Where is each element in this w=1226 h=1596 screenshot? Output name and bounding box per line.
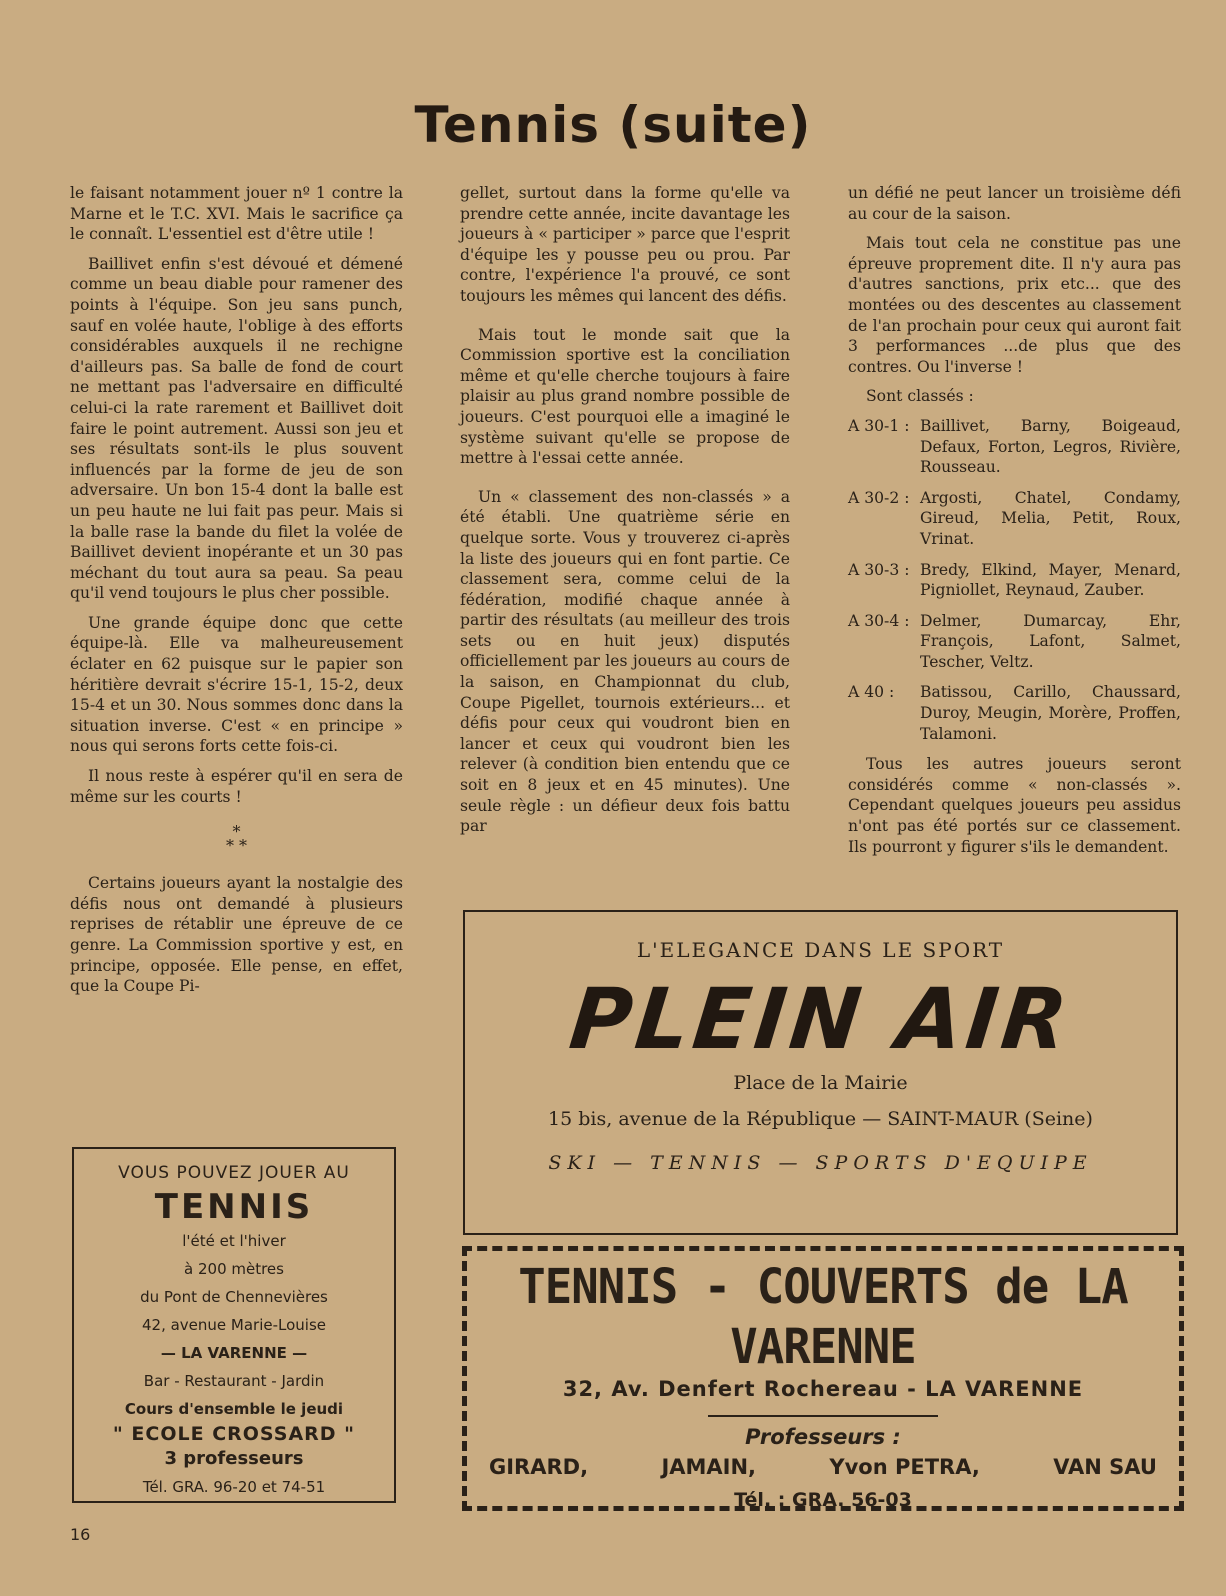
classification-intro: Sont classés :: [866, 387, 974, 406]
star-top: *: [232, 822, 241, 842]
ad-tennis-crossard: [72, 1147, 396, 1503]
article-column-3: [848, 183, 1181, 866]
ad-line: — LA VARENNE —: [160, 1344, 308, 1362]
prof-name: Yvon PETRA,: [829, 1455, 980, 1479]
class-label: A 30-4 :: [848, 611, 910, 630]
ad-place: Place de la Mairie: [733, 1072, 908, 1094]
classification-row: [848, 682, 1181, 744]
classification-row: [848, 488, 1181, 550]
classification-row: [848, 560, 1181, 601]
paragraph: Tous les autres joueurs seront considérés comme « non-classés ». Cependant quelques joueurs peu assidus n'ont pas été portés sur ce classement. Ils pourront y figurer s'ils le demandent.: [848, 755, 1181, 856]
ad-line: 3 professeurs: [164, 1448, 304, 1469]
paragraph: gellet, surtout dans la forme qu'elle va prendre cette année, incite davantage les joueurs à « participer » parce que l'esprit d'équipe les y pousse peu ou prou. Par contre, l'expérience l'a prouvé, ce sont toujours les mêmes qui lancent des défis.: [460, 184, 790, 305]
classification-row: [848, 611, 1181, 673]
ad-line: l'été et l'hiver: [182, 1232, 286, 1250]
class-label: A 30-1 :: [848, 416, 910, 435]
ad-phone: Tél. : GRA. 56-03: [734, 1489, 912, 1511]
ad-address: 32, Av. Denfert Rochereau - LA VARENNE: [562, 1377, 1084, 1401]
ad-heading: TENNIS - COUVERTS de LA VARENNE: [518, 1259, 1128, 1375]
class-label: A 30-3 :: [848, 560, 910, 579]
paragraph: Il nous reste à espérer qu'il en sera de même sur les courts !: [70, 767, 403, 806]
article-column-1: [70, 183, 403, 1006]
paragraph: Certains joueurs ayant la nostalgie des défis nous ont demandé à plusieurs reprises de rétablir une épreuve de ce genre. La Commission sportive y est, en principe, opposée. Elle pense, en effet, que la Coupe Pi-: [70, 874, 403, 996]
paragraph: Un « classement des non-classés » a été établi. Une quatrième série en quelque sorte. Vous y trouverez ci-après la liste des joueurs qui en font partie. Ce classement sera, comme celui de la fédération, modifié chaque année à partir des résultats (au meilleur des trois sets ou en huit jeux) disputés officiellement par les joueurs au cours de la saison, en Championnat du club, Coupe Pigellet, tournois extérieurs... et défis pour ceux qui voudront bien en lancer et ceux qui voudront bien les relever (à condition bien entendu que ce soit en 8 jeux et en 45 minutes). Une seule règle : un défieur deux fois battu par: [460, 487, 790, 836]
ad-line: VOUS POUVEZ JOUER AU: [118, 1163, 350, 1183]
prof-name: JAMAIN,: [661, 1455, 757, 1479]
ad-phone: Tél. GRA. 96-20 et 74-51: [142, 1478, 326, 1496]
ad-sports: SKI — TENNIS — SPORTS D'EQUIPE: [548, 1152, 1093, 1174]
class-players: Batissou, Carillo, Chaussard, Duroy, Meugin, Morère, Proffen, Talamoni.: [920, 683, 1181, 743]
paragraph: Une grande équipe donc que cette équipe-là. Elle va malheureusement éclater en 62 puisque sur le papier son héritière devrait s'écrire 15-1, 15-2, deux 15-4 et un 30. Nous sommes donc dans la situation inverse. C'est « en principe » nous qui serons forts cette fois-ci.: [70, 613, 403, 756]
class-players: Bredy, Elkind, Mayer, Menard, Pigniollet, Reynaud, Zauber.: [920, 560, 1181, 600]
class-label: A 40 :: [848, 683, 895, 702]
ad-line: 42, avenue Marie-Louise: [141, 1316, 327, 1334]
prof-name: GIRARD,: [489, 1455, 589, 1479]
paragraph: Mais tout le monde sait que la Commission sportive est la conciliation même et qu'elle cherche toujours à faire plaisir au plus grand nombre possible de joueurs. C'est pourquoi elle a imaginé le système suivant qu'elle se propose de mettre à l'essai cette année.: [460, 325, 790, 468]
page-title: Tennis (suite): [414, 96, 812, 154]
class-players: Argosti, Chatel, Condamy, Gireud, Melia, Petit, Roux, Vrinat.: [920, 488, 1181, 548]
divider: [708, 1415, 938, 1417]
page-number: 16: [70, 1525, 91, 1544]
ad-plein-air: [463, 910, 1178, 1235]
classification-list: [848, 416, 1181, 744]
class-label: A 30-2 :: [848, 488, 910, 507]
ad-tennis-couverts: [462, 1246, 1184, 1511]
ad-profs-list: [467, 1455, 1179, 1479]
ad-line: Bar - Restaurant - Jardin: [143, 1372, 325, 1390]
class-players: Delmer, Dumarcay, Ehr, François, Lafont, Salmet, Tescher, Veltz.: [920, 611, 1181, 671]
ad-headline: TENNIS: [154, 1187, 314, 1227]
paragraph: le faisant notamment jouer nº 1 contre la Marne et le T.C. XVI. Mais le sacrifice ça le connaît. L'essentiel est d'être utile !: [70, 184, 403, 244]
paragraph: Mais tout cela ne constitue pas une épreuve proprement dite. Il n'y aura pas d'autres sanctions, prix etc... que des montées ou des descentes au classement de l'an prochain pour ceux qui auront fait 3 performances ...de plus que des contres. Ou l'inverse !: [848, 234, 1181, 376]
ad-school-name: " ECOLE CROSSARD ": [112, 1423, 356, 1445]
ad-line: Cours d'ensemble le jeudi: [124, 1400, 344, 1418]
article-column-2: [460, 183, 790, 846]
section-separator: [70, 822, 403, 856]
paragraph: un défié ne peut lancer un troisième défi au cour de la saison.: [848, 184, 1181, 223]
classification-row: [848, 416, 1181, 478]
paragraph: Baillivet enfin s'est dévoué et démené comme un beau diable pour ramener des points à l'équipe. Son jeu sans punch, sauf en volée haute, l'oblige à des efforts considérables auxquels il ne rechigne d'ailleurs pas. Sa balle de fond de court ne mettant pas l'adversaire en difficulté celui-ci la rate rarement et Baillivet doit faire le point autrement. Aussi son jeu et ses résultats sont-ils le plus souvent influencés par la forme de jeu de son adversaire. Un bon 15-4 dont la balle est un peu haute ne lui fait pas peur. Mais si la balle rase la bande du filet la volée de Baillivet devient inopérante et un 30 pas méchant du tout aura sa peau. Sa peau qu'il vend toujours le plus cher possible.: [70, 254, 403, 603]
star-bottom: * *: [225, 836, 248, 856]
ad-brand-logo: PLEIN AIR: [565, 970, 1076, 1068]
ad-profs-label: Professeurs :: [745, 1425, 901, 1449]
class-players: Baillivet, Barny, Boigeaud, Defaux, Forton, Legros, Rivière, Rousseau.: [920, 416, 1181, 477]
prof-name: VAN SAU: [1053, 1455, 1157, 1479]
ad-address: 15 bis, avenue de la République — SAINT-MAUR (Seine): [548, 1108, 1093, 1130]
ad-line: à 200 mètres: [184, 1260, 284, 1278]
ad-line: du Pont de Chennevières: [140, 1288, 328, 1306]
ad-tagline: L'ELEGANCE DANS LE SPORT: [636, 938, 1005, 962]
